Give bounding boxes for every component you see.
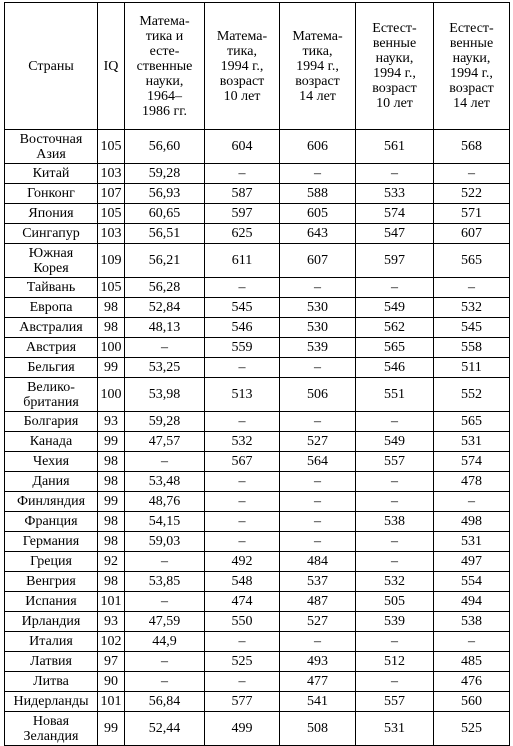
iq-cell: 90 [98, 672, 125, 692]
country-cell: Германия [5, 532, 98, 552]
math-science-1964-1986-cell: 60,65 [125, 204, 205, 224]
iq-cell: 99 [98, 432, 125, 452]
table-row [5, 338, 510, 358]
science-1994-age14-cell: 574 [434, 452, 510, 472]
table-body [5, 130, 510, 746]
math-1994-age14-cell: 537 [280, 572, 356, 592]
science-1994-age14-cell: 568 [434, 130, 510, 164]
science-1994-age10-cell: – [356, 552, 434, 572]
header-math-1994-age14: Матема- тика, 1994 г., возраст 14 лет [280, 3, 356, 130]
science-1994-age14-cell: 607 [434, 224, 510, 244]
math-1994-age10-cell: – [205, 532, 280, 552]
math-1994-age14-cell: 477 [280, 672, 356, 692]
table-row [5, 612, 510, 632]
country-cell: Финляндия [5, 492, 98, 512]
header-math-science-1964-1986: Матема- тика и есте- ственные науки, 1964– 1986 гг. [125, 3, 205, 130]
science-1994-age14-cell: 531 [434, 432, 510, 452]
math-1994-age14-cell: – [280, 358, 356, 378]
science-1994-age10-cell: 561 [356, 130, 434, 164]
iq-cell: 100 [98, 338, 125, 358]
math-1994-age14-cell: – [280, 472, 356, 492]
math-1994-age10-cell: 597 [205, 204, 280, 224]
math-1994-age10-cell: 604 [205, 130, 280, 164]
country-cell: Тайвань [5, 278, 98, 298]
math-1994-age10-cell: – [205, 512, 280, 532]
math-science-1964-1986-cell: 56,21 [125, 244, 205, 278]
country-cell: Греция [5, 552, 98, 572]
math-science-1964-1986-cell: – [125, 552, 205, 572]
iq-cell: 103 [98, 224, 125, 244]
iq-cell: 98 [98, 452, 125, 472]
math-science-1964-1986-cell: 47,57 [125, 432, 205, 452]
math-1994-age14-cell: 607 [280, 244, 356, 278]
table-row [5, 532, 510, 552]
math-1994-age10-cell: 525 [205, 652, 280, 672]
math-science-1964-1986-cell: 48,13 [125, 318, 205, 338]
table-row [5, 592, 510, 612]
math-science-1964-1986-cell: – [125, 592, 205, 612]
math-1994-age10-cell: 548 [205, 572, 280, 592]
table-row [5, 318, 510, 338]
math-science-1964-1986-cell: 59,03 [125, 532, 205, 552]
iq-cell: 99 [98, 712, 125, 746]
math-science-1964-1986-cell: 59,28 [125, 164, 205, 184]
science-1994-age10-cell: 557 [356, 692, 434, 712]
country-cell: Австрия [5, 338, 98, 358]
science-1994-age14-cell: 565 [434, 244, 510, 278]
math-1994-age10-cell: – [205, 278, 280, 298]
science-1994-age10-cell: 512 [356, 652, 434, 672]
science-1994-age10-cell: – [356, 278, 434, 298]
math-1994-age10-cell: – [205, 672, 280, 692]
header-science-1994-age14: Естест- венные науки, 1994 г., возраст 14 лет [434, 3, 510, 130]
math-1994-age14-cell: 493 [280, 652, 356, 672]
country-cell: Дания [5, 472, 98, 492]
math-1994-age10-cell: 625 [205, 224, 280, 244]
country-cell: Европа [5, 298, 98, 318]
math-1994-age14-cell: – [280, 278, 356, 298]
science-1994-age14-cell: 565 [434, 412, 510, 432]
science-1994-age14-cell: – [434, 164, 510, 184]
science-1994-age14-cell: 571 [434, 204, 510, 224]
table-row [5, 412, 510, 432]
math-science-1964-1986-cell: 52,44 [125, 712, 205, 746]
iq-cell: 98 [98, 512, 125, 532]
math-1994-age10-cell: 499 [205, 712, 280, 746]
science-1994-age10-cell: 505 [356, 592, 434, 612]
iq-cell: 101 [98, 592, 125, 612]
math-1994-age10-cell: 567 [205, 452, 280, 472]
math-1994-age10-cell: 474 [205, 592, 280, 612]
table-row [5, 358, 510, 378]
country-cell: Венгрия [5, 572, 98, 592]
country-cell: Гонконг [5, 184, 98, 204]
iq-cell: 93 [98, 612, 125, 632]
math-1994-age10-cell: 545 [205, 298, 280, 318]
science-1994-age14-cell: 478 [434, 472, 510, 492]
iq-scores-table [4, 2, 510, 746]
math-science-1964-1986-cell: 52,84 [125, 298, 205, 318]
table-row [5, 184, 510, 204]
math-1994-age14-cell: 605 [280, 204, 356, 224]
math-1994-age14-cell: 606 [280, 130, 356, 164]
iq-cell: 105 [98, 204, 125, 224]
math-science-1964-1986-cell: 53,25 [125, 358, 205, 378]
science-1994-age14-cell: 476 [434, 672, 510, 692]
math-1994-age10-cell: 546 [205, 318, 280, 338]
science-1994-age10-cell: 538 [356, 512, 434, 532]
science-1994-age14-cell: 497 [434, 552, 510, 572]
table-row [5, 452, 510, 472]
science-1994-age10-cell: 562 [356, 318, 434, 338]
science-1994-age10-cell: – [356, 532, 434, 552]
table-row [5, 164, 510, 184]
math-1994-age14-cell: 487 [280, 592, 356, 612]
science-1994-age14-cell: 560 [434, 692, 510, 712]
table-row [5, 632, 510, 652]
math-science-1964-1986-cell: 48,76 [125, 492, 205, 512]
country-cell: Латвия [5, 652, 98, 672]
math-science-1964-1986-cell: 56,60 [125, 130, 205, 164]
iq-cell: 105 [98, 278, 125, 298]
table-row [5, 298, 510, 318]
iq-cell: 107 [98, 184, 125, 204]
math-science-1964-1986-cell: 56,93 [125, 184, 205, 204]
table-header [5, 3, 510, 130]
math-1994-age10-cell: 559 [205, 338, 280, 358]
table-row [5, 512, 510, 532]
math-1994-age14-cell: – [280, 532, 356, 552]
country-cell: Восточная Азия [5, 130, 98, 164]
country-cell: Велико- британия [5, 378, 98, 412]
country-cell: Италия [5, 632, 98, 652]
science-1994-age10-cell: – [356, 164, 434, 184]
math-1994-age14-cell: – [280, 492, 356, 512]
science-1994-age10-cell: 547 [356, 224, 434, 244]
table-row [5, 378, 510, 412]
math-1994-age10-cell: 611 [205, 244, 280, 278]
science-1994-age14-cell: 532 [434, 298, 510, 318]
math-1994-age14-cell: 539 [280, 338, 356, 358]
science-1994-age10-cell: – [356, 632, 434, 652]
science-1994-age14-cell: – [434, 492, 510, 512]
math-1994-age14-cell: – [280, 632, 356, 652]
iq-cell: 102 [98, 632, 125, 652]
math-science-1964-1986-cell: 59,28 [125, 412, 205, 432]
math-1994-age14-cell: 506 [280, 378, 356, 412]
iq-cell: 105 [98, 130, 125, 164]
iq-cell: 99 [98, 492, 125, 512]
table-row [5, 278, 510, 298]
country-cell: Бельгия [5, 358, 98, 378]
math-1994-age10-cell: – [205, 164, 280, 184]
math-1994-age10-cell: – [205, 632, 280, 652]
science-1994-age14-cell: 558 [434, 338, 510, 358]
science-1994-age14-cell: – [434, 632, 510, 652]
math-science-1964-1986-cell: 54,15 [125, 512, 205, 532]
science-1994-age10-cell: 533 [356, 184, 434, 204]
country-cell: Ирландия [5, 612, 98, 632]
iq-cell: 109 [98, 244, 125, 278]
header-iq: IQ [98, 3, 125, 130]
table-row [5, 432, 510, 452]
science-1994-age10-cell: 574 [356, 204, 434, 224]
math-science-1964-1986-cell: 53,48 [125, 472, 205, 492]
table-row [5, 552, 510, 572]
table-row [5, 692, 510, 712]
math-1994-age10-cell: 577 [205, 692, 280, 712]
math-science-1964-1986-cell: – [125, 338, 205, 358]
table-row [5, 130, 510, 164]
math-1994-age14-cell: 530 [280, 298, 356, 318]
science-1994-age10-cell: 531 [356, 712, 434, 746]
science-1994-age10-cell: – [356, 412, 434, 432]
table-row [5, 204, 510, 224]
science-1994-age10-cell: 557 [356, 452, 434, 472]
math-science-1964-1986-cell: 53,85 [125, 572, 205, 592]
country-cell: Литва [5, 672, 98, 692]
math-1994-age14-cell: 643 [280, 224, 356, 244]
country-cell: Новая Зеландия [5, 712, 98, 746]
math-1994-age14-cell: 527 [280, 612, 356, 632]
science-1994-age14-cell: 525 [434, 712, 510, 746]
iq-cell: 100 [98, 378, 125, 412]
science-1994-age14-cell: 485 [434, 652, 510, 672]
science-1994-age10-cell: 551 [356, 378, 434, 412]
country-cell: Япония [5, 204, 98, 224]
table-row [5, 224, 510, 244]
math-science-1964-1986-cell: 56,28 [125, 278, 205, 298]
iq-cell: 98 [98, 472, 125, 492]
science-1994-age14-cell: 531 [434, 532, 510, 552]
math-1994-age10-cell: – [205, 472, 280, 492]
iq-cell: 93 [98, 412, 125, 432]
iq-cell: 101 [98, 692, 125, 712]
science-1994-age14-cell: 538 [434, 612, 510, 632]
science-1994-age14-cell: 494 [434, 592, 510, 612]
iq-cell: 99 [98, 358, 125, 378]
math-science-1964-1986-cell: – [125, 652, 205, 672]
table-row [5, 244, 510, 278]
country-cell: Австралия [5, 318, 98, 338]
math-1994-age14-cell: 530 [280, 318, 356, 338]
math-1994-age10-cell: 587 [205, 184, 280, 204]
math-1994-age14-cell: 588 [280, 184, 356, 204]
science-1994-age14-cell: 552 [434, 378, 510, 412]
country-cell: Канада [5, 432, 98, 452]
table-row [5, 672, 510, 692]
science-1994-age10-cell: – [356, 492, 434, 512]
country-cell: Нидерланды [5, 692, 98, 712]
iq-cell: 97 [98, 652, 125, 672]
iq-cell: 98 [98, 318, 125, 338]
math-1994-age14-cell: 541 [280, 692, 356, 712]
header-math-1994-age10: Матема- тика, 1994 г., возраст 10 лет [205, 3, 280, 130]
science-1994-age10-cell: 549 [356, 432, 434, 452]
country-cell: Франция [5, 512, 98, 532]
math-1994-age10-cell: – [205, 412, 280, 432]
math-1994-age14-cell: 564 [280, 452, 356, 472]
table-row [5, 492, 510, 512]
science-1994-age10-cell: 565 [356, 338, 434, 358]
iq-cell: 98 [98, 572, 125, 592]
table-row [5, 472, 510, 492]
header-science-1994-age10: Естест- венные науки, 1994 г., возраст 10 лет [356, 3, 434, 130]
country-cell: Сингапур [5, 224, 98, 244]
iq-cell: 92 [98, 552, 125, 572]
iq-cell: 98 [98, 532, 125, 552]
iq-cell: 103 [98, 164, 125, 184]
country-cell: Южная Корея [5, 244, 98, 278]
math-science-1964-1986-cell: 56,51 [125, 224, 205, 244]
math-1994-age10-cell: 532 [205, 432, 280, 452]
header-countries: Страны [5, 3, 98, 130]
math-1994-age10-cell: – [205, 358, 280, 378]
table-row [5, 572, 510, 592]
country-cell: Болгария [5, 412, 98, 432]
country-cell: Китай [5, 164, 98, 184]
math-1994-age10-cell: 550 [205, 612, 280, 632]
math-science-1964-1986-cell: – [125, 452, 205, 472]
math-1994-age10-cell: 513 [205, 378, 280, 412]
math-science-1964-1986-cell: – [125, 672, 205, 692]
science-1994-age14-cell: 522 [434, 184, 510, 204]
country-cell: Испания [5, 592, 98, 612]
math-1994-age10-cell: 492 [205, 552, 280, 572]
math-1994-age14-cell: – [280, 412, 356, 432]
math-science-1964-1986-cell: 44,9 [125, 632, 205, 652]
science-1994-age10-cell: 549 [356, 298, 434, 318]
science-1994-age10-cell: – [356, 472, 434, 492]
math-science-1964-1986-cell: 47,59 [125, 612, 205, 632]
document-page [4, 2, 510, 746]
science-1994-age14-cell: 511 [434, 358, 510, 378]
math-science-1964-1986-cell: 53,98 [125, 378, 205, 412]
header-row [5, 3, 510, 130]
math-1994-age14-cell: 508 [280, 712, 356, 746]
science-1994-age14-cell: – [434, 278, 510, 298]
science-1994-age10-cell: – [356, 672, 434, 692]
science-1994-age10-cell: 539 [356, 612, 434, 632]
table-row [5, 652, 510, 672]
math-1994-age14-cell: 484 [280, 552, 356, 572]
science-1994-age10-cell: 532 [356, 572, 434, 592]
math-1994-age14-cell: – [280, 512, 356, 532]
math-science-1964-1986-cell: 56,84 [125, 692, 205, 712]
science-1994-age14-cell: 498 [434, 512, 510, 532]
science-1994-age14-cell: 554 [434, 572, 510, 592]
science-1994-age10-cell: 546 [356, 358, 434, 378]
table-row [5, 712, 510, 746]
iq-cell: 98 [98, 298, 125, 318]
math-1994-age14-cell: – [280, 164, 356, 184]
country-cell: Чехия [5, 452, 98, 472]
science-1994-age14-cell: 545 [434, 318, 510, 338]
math-1994-age14-cell: 527 [280, 432, 356, 452]
math-1994-age10-cell: – [205, 492, 280, 512]
science-1994-age10-cell: 597 [356, 244, 434, 278]
